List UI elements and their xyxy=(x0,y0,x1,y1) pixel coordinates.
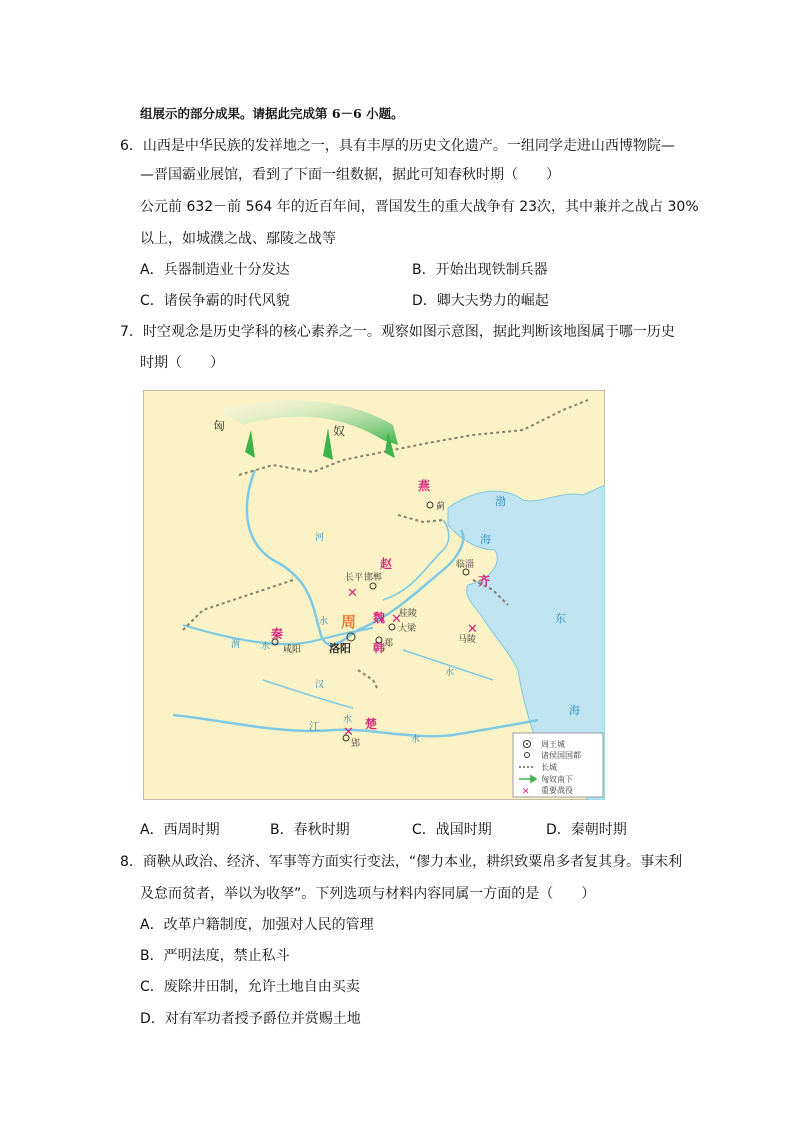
state-qi: 齐 xyxy=(478,574,491,588)
q6-option-c[interactable]: C．诸侯争霸的时代风貌 xyxy=(140,293,290,309)
city-luoyang: 洛阳 xyxy=(329,642,351,655)
water-hai1: 海 xyxy=(480,533,491,546)
legend-zhou-city: 周王城 xyxy=(541,740,565,749)
intro-line: 组展示的部分成果。请据此完成第 6－6 小题。 xyxy=(140,106,404,121)
water-bo: 渤 xyxy=(495,495,506,508)
q6-stem-line2: —晋国霸业展馆，看到了下面一组数据，据此可知春秋时期（ ） xyxy=(140,167,560,183)
water-shui2: 水 xyxy=(261,642,271,652)
q7-option-a[interactable]: A．西周时期 xyxy=(140,822,220,838)
battle-malin-icon: ✕ xyxy=(467,622,478,637)
battle-guiling-icon: ✕ xyxy=(391,612,402,627)
legend-wall: 长城 xyxy=(541,763,557,772)
q7-option-c[interactable]: C．战国时期 xyxy=(412,822,492,838)
state-zhou: 周 xyxy=(341,613,357,631)
city-linzi: 临淄 xyxy=(456,560,475,570)
water-shui3: 水 xyxy=(343,715,353,725)
q6-material-line1: 公元前 632－前 564 年的近百年间，晋国发生的重大战争有 23次，其中兼并之战占 30% xyxy=(140,199,699,215)
battle-changping-icon: ✕ xyxy=(347,586,358,601)
q6-option-d[interactable]: D．卿大夫势力的崛起 xyxy=(412,293,549,309)
city-ji: 蓟 xyxy=(436,502,446,512)
q6-material-line2: 以上，如城濮之战、鄢陵之战等 xyxy=(140,231,336,247)
q7-option-d[interactable]: D．秦朝时期 xyxy=(546,822,627,838)
map-legend xyxy=(513,733,603,797)
city-daliang: 大梁 xyxy=(398,624,417,634)
state-wei: 魏 xyxy=(373,611,386,625)
q7-stem-line2: 时期（ ） xyxy=(140,355,224,371)
warring-states-map xyxy=(143,390,605,800)
city-malin: 马陵 xyxy=(458,635,477,645)
state-chu: 楚 xyxy=(365,717,378,731)
city-ying: 郢 xyxy=(351,739,361,749)
water-wei: 渭 xyxy=(231,640,241,650)
q7-stem-line1: 7．时空观念是历史学科的核心素养之一。观察如图示意图，据此判断该地图属于哪一历史 xyxy=(120,324,675,340)
xiongnu-label-right: 奴 xyxy=(333,424,346,438)
q8-option-c[interactable]: C．废除井田制，允许土地自由买卖 xyxy=(140,979,360,995)
q6-stem-line1: 6．山西是中华民族的发祥地之一，具有丰厚的历史文化遗产。一组同学走进山西博物院— xyxy=(120,138,675,154)
city-guiling: 桂陵 xyxy=(399,609,418,619)
legend-xiongnu: 匈奴南下 xyxy=(541,775,573,784)
state-han: 韩 xyxy=(373,641,386,655)
water-han: 汉 xyxy=(315,680,325,690)
q7-option-b[interactable]: B．春秋时期 xyxy=(270,822,350,838)
q8-option-d[interactable]: D．对有军功者授予爵位并赏赐土地 xyxy=(140,1011,361,1027)
battle-chu-icon: ✕ xyxy=(343,725,354,740)
legend-capital: 诸侯国国都 xyxy=(541,751,581,760)
svg-text:✕: ✕ xyxy=(522,787,530,797)
state-qin: 秦 xyxy=(271,627,284,641)
water-he: 河 xyxy=(315,533,325,543)
state-zhao: 赵 xyxy=(380,557,393,571)
water-shui1: 水 xyxy=(319,617,329,627)
water-jiang: 江 xyxy=(309,720,320,733)
water-hai2: 海 xyxy=(569,704,580,717)
q8-option-b[interactable]: B．严明法度，禁止私斗 xyxy=(140,948,290,964)
city-xianyang: 咸阳 xyxy=(283,645,302,655)
xiongnu-label-left: 匈 xyxy=(213,419,226,433)
q8-stem-line2: 及怠而贫者，举以为收孥”。下列选项与材料内容同属一方面的是（ ） xyxy=(140,886,596,902)
legend-battle: 重要战役 xyxy=(541,786,573,795)
city-changping: 长平 xyxy=(345,573,364,583)
q6-option-a[interactable]: A．兵器制造业十分发达 xyxy=(140,262,290,278)
city-handan: 邯郸 xyxy=(364,573,383,583)
q8-stem-line1: 8．商鞅从政治、经济、军事等方面实行变法，“僇力本业，耕织致粟帛多者复其身。事末利 xyxy=(120,854,683,870)
q6-option-b[interactable]: B．开始出现铁制兵器 xyxy=(412,262,548,278)
water-dong: 东 xyxy=(555,612,566,625)
state-yan: 燕 xyxy=(418,479,431,493)
q8-option-a[interactable]: A．改革户籍制度，加强对人民的管理 xyxy=(140,917,374,933)
water-shui4: 水 xyxy=(411,735,421,745)
city-zheng: 郑 xyxy=(384,639,394,649)
water-shui5: 水 xyxy=(445,668,455,678)
